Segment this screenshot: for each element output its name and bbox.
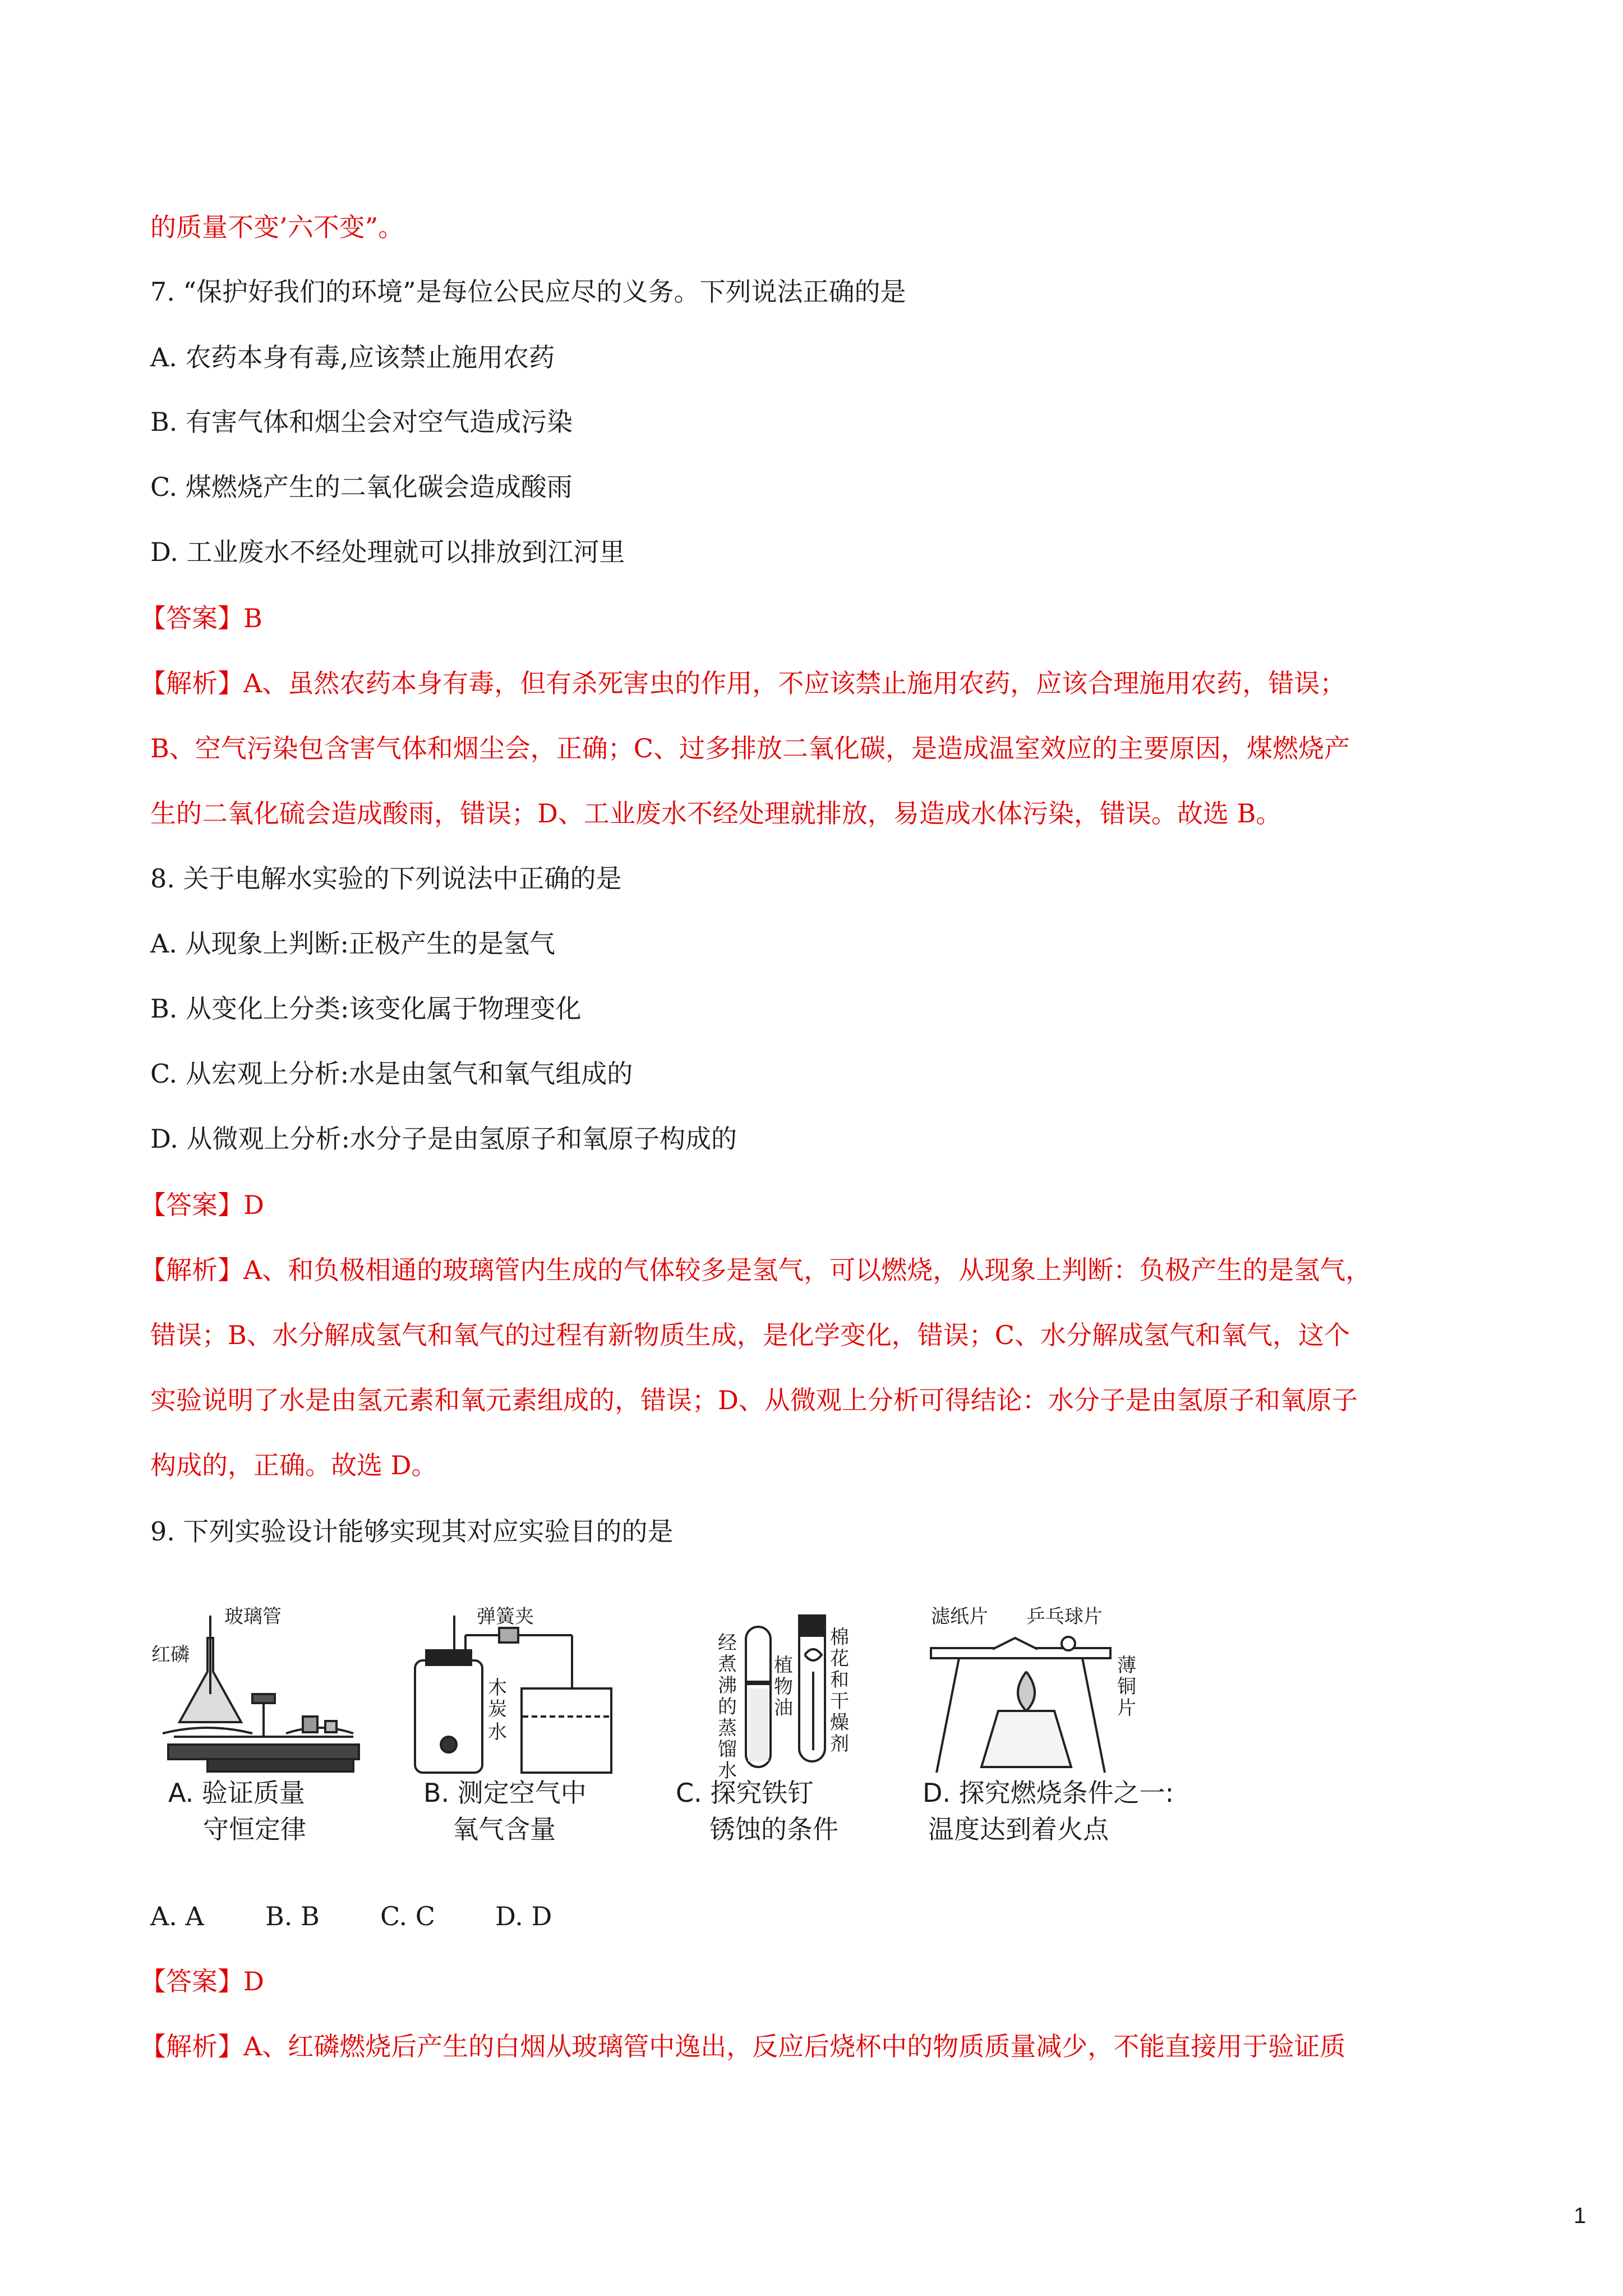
- charcoal-bottle-apparatus: [415, 1616, 611, 1773]
- question-7-answer: [140, 601, 1475, 635]
- question-8-analysis-1: [140, 1253, 1475, 1287]
- question-7-option-d: D. 工业废水不经处理就可以排放到江河里: [150, 537, 625, 567]
- question-7-option-b: B. 有害气体和烟尘会对空气造成污染: [150, 407, 573, 437]
- caption-c-line2: 锈蚀的条件: [709, 1814, 838, 1844]
- caption-d-line1: D. 探究燃烧条件之一:: [923, 1778, 1174, 1808]
- question-9-analysis-1: [140, 2030, 1475, 2063]
- answer-tag: 【答案】: [140, 603, 243, 633]
- balance-apparatus: [163, 1616, 359, 1772]
- question-9-options: [150, 1899, 1485, 1933]
- prev-analysis-tail: 的质量不变’六不变”。: [150, 212, 404, 242]
- label-boiled-water: 经煮沸的蒸馏水: [718, 1632, 737, 1782]
- question-7-stem: 7. “保护好我们的环境”是每位公民应尽的义务。下列说法正确的是: [150, 277, 906, 307]
- question-8-stem: 8. 关于电解水实验的下列说法中正确的是: [150, 863, 622, 894]
- caption-c-line1: C. 探究铁钉: [676, 1778, 814, 1808]
- question-9-answer: [140, 1964, 1475, 1998]
- label-glass-tube: 玻璃管: [224, 1605, 282, 1628]
- question-8-option-a: A. 从现象上判断:正极产生的是氢气: [150, 928, 555, 959]
- question-8-option-b: B. 从变化上分类:该变化属于物理变化: [150, 993, 582, 1024]
- label-plant-oil: 植物油: [774, 1654, 793, 1719]
- label-pingpong: 乒乓球片: [1026, 1605, 1103, 1628]
- question-8-analysis-4: 构成的，正确。故选 D。: [150, 1450, 437, 1480]
- label-cotton-desiccant: 棉花和干燥剂: [830, 1626, 849, 1755]
- question-8-option-d: D. 从微观上分析:水分子是由氢原子和氧原子构成的: [150, 1124, 737, 1154]
- analysis-tag: 【解析】: [140, 1255, 243, 1285]
- analysis-text: A、红磷燃烧后产生的白烟从玻璃管中逸出，反应后烧杯中的物质质量减少，不能直接用于验证质: [243, 2031, 1346, 2062]
- answer-tag: 【答案】: [140, 1966, 243, 1996]
- question-8-option-c: C. 从宏观上分析:水是由氢气和氧气组成的: [150, 1059, 633, 1089]
- copper-plate-apparatus: [931, 1637, 1110, 1773]
- question-7-option-c: C. 煤燃烧产生的二氧化碳会造成酸雨: [150, 472, 573, 502]
- question-9-option-a: A. A: [150, 1901, 204, 1931]
- question-7-analysis-2: B、空气污染包含害气体和烟尘会，正确；C、过多排放二氧化碳，是造成温室效应的主要原因，煤燃烧产: [150, 733, 1350, 763]
- question-7-analysis-3: 生的二氧化硫会造成酸雨，错误；D、工业废水不经处理就排放，易造成水体污染，错误。故选 B。: [150, 798, 1282, 829]
- label-filter-paper: 滤纸片: [931, 1605, 988, 1628]
- analysis-text: A、虽然农药本身有毒，但有杀死害虫的作用，不应该禁止施用农药，应该合理施用农药，错误；: [243, 668, 1346, 698]
- answer-value: B: [243, 603, 262, 633]
- question-8-answer: [140, 1188, 1475, 1222]
- question-7-option-a: A. 农药本身有毒,应该禁止施用农药: [150, 342, 555, 372]
- caption-b-line1: B. 测定空气中: [423, 1778, 587, 1808]
- caption-a-line2: 守恒定律: [203, 1814, 306, 1844]
- caption-a-line1: A. 验证质量: [168, 1778, 305, 1808]
- question-8-analysis-2: 错误；B、水分解成氢气和氧气的过程有新物质生成，是化学变化，错误；C、水分解成氢气和氧气，这个: [150, 1320, 1350, 1350]
- label-water: 水: [488, 1721, 507, 1743]
- question-9-stem: 9. 下列实验设计能够实现其对应实验目的的是: [150, 1516, 674, 1547]
- question-8-analysis-3: 实验说明了水是由氢元素和氧元素组成的，错误；D、从微观上分析可得结论：水分子是由氢原子和氧原子: [150, 1385, 1358, 1415]
- analysis-tag: 【解析】: [140, 2031, 243, 2062]
- label-red-phosphorus: 红磷: [151, 1644, 190, 1666]
- analysis-tag: 【解析】: [140, 668, 243, 698]
- question-7-analysis-1: [140, 666, 1475, 700]
- page-number: 1: [1574, 2203, 1587, 2228]
- label-spring-clip: 弹簧夹: [477, 1605, 534, 1628]
- answer-tag: 【答案】: [140, 1190, 243, 1220]
- experiment-figure: [151, 1604, 1174, 1851]
- question-9-option-c: C. C: [380, 1901, 435, 1931]
- answer-value: D: [243, 1190, 264, 1220]
- caption-b-line2: 氧气含量: [453, 1814, 556, 1844]
- answer-value: D: [243, 1966, 264, 1996]
- question-9-option-b: B. B: [265, 1901, 320, 1931]
- label-charcoal: 木炭: [488, 1677, 507, 1720]
- caption-d-line2: 温度达到着火点: [928, 1814, 1109, 1844]
- label-copper-plate: 薄铜片: [1117, 1654, 1136, 1719]
- analysis-text: A、和负极相通的玻璃管内生成的气体较多是氢气，可以燃烧，从现象上判断：负极产生的是氢气，: [243, 1255, 1372, 1285]
- question-9-option-d: D. D: [495, 1901, 552, 1931]
